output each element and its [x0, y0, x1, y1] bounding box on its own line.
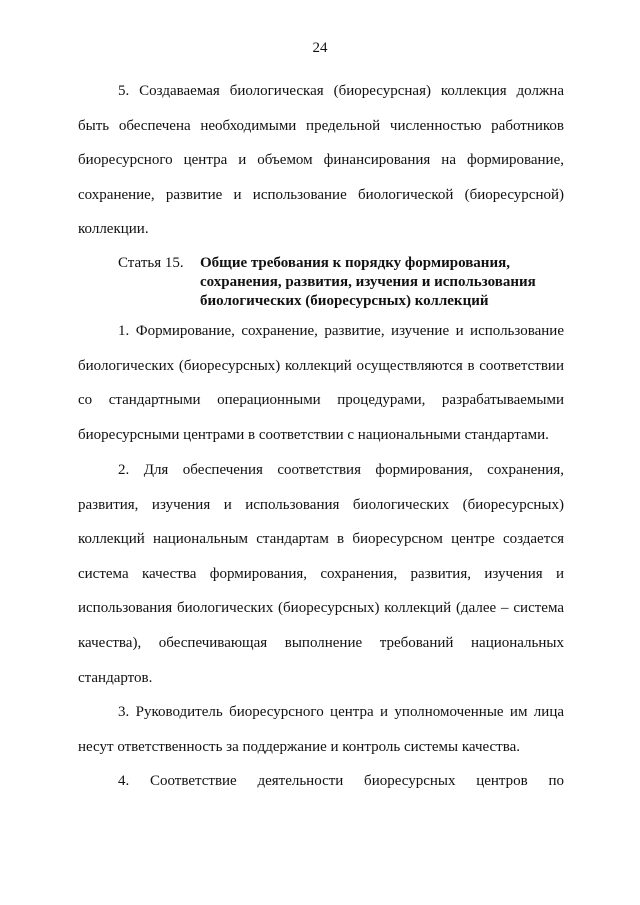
article-paragraph-1: 1. Формирование, сохранение, развитие, изучение и использование биологических (биоресурсных) коллекций осуществляются в соответствии со стандартными операционными процедурами, разрабатываемыми биоресурсными центрами в соответствии с национальными стандартами. — [78, 323, 564, 443]
paragraph-5: 5. Создаваемая биологическая (биоресурсная) коллекция должна быть обеспечена необходимыми предельной численностью работников биоресурсного центра и объемом финансирования на формирование, сохранение, развитие и использование биологической (биоресурсной) коллекции. — [78, 83, 564, 238]
article-label: Статья 15. — [118, 255, 184, 271]
page-number: 24 — [312, 40, 328, 56]
article-paragraph-4: 4. Соответствие деятельности биоресурсных центров по — [118, 773, 564, 789]
article-paragraph-2: 2. Для обеспечения соответствия формирования, сохранения, развития, изучения и использования биологических (биоресурсных) коллекций национальным стандартам в биоресурсном центре создается система качества формирования, сохранения, развития, изучения и использования биологических (биоресурсных) коллекций (далее – система качества), обеспечивающая выполнение требований национальных стандартов. — [78, 462, 564, 686]
article-title: Общие требования к порядку формирования, сохранения, развития, изучения и использования биологических (биоресурсных) коллекций — [200, 255, 536, 309]
article-paragraph-3: 3. Руководитель биоресурсного центра и уполномоченные им лица несут ответственность за поддержание и контроль системы качества. — [78, 704, 564, 755]
